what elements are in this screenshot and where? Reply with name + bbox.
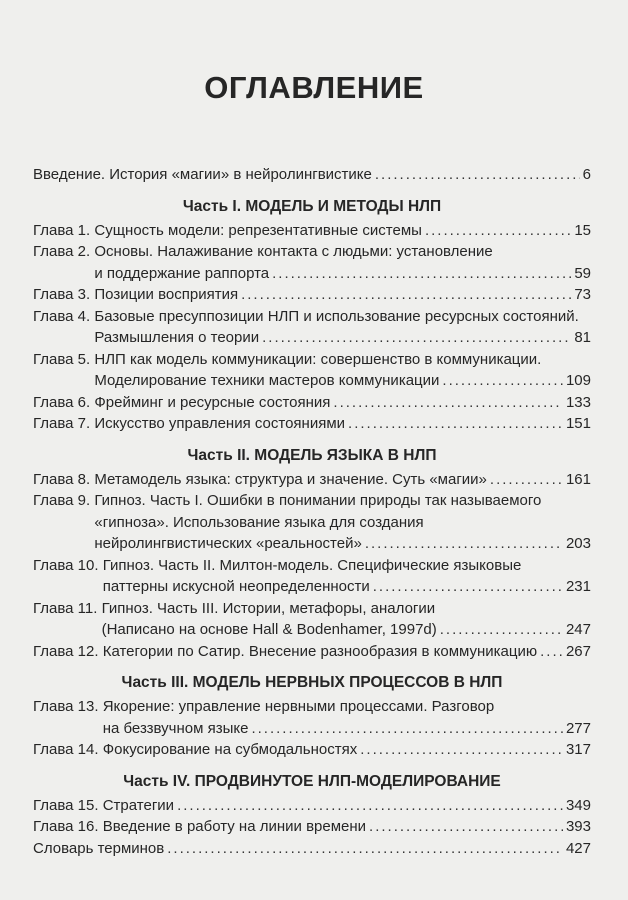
chapter-label: Глава 4. [33, 307, 95, 325]
page-number: 203 [565, 535, 591, 552]
entry-title-line: на беззвучном языке [102, 719, 249, 737]
entry-title-line: Фокусирование на субмодальностях [102, 741, 358, 758]
toc-entry[interactable] [33, 413, 591, 435]
chapter-label: Глава 16. [33, 818, 103, 835]
page-number: 73 [574, 286, 591, 303]
chapter-label: Глава 14. [33, 741, 103, 758]
entry-title-line: «гипноза». Использование языка для создания [94, 513, 424, 531]
dot-leader [369, 816, 563, 838]
part-heading: Часть IV. ПРОДВИНУТОЕ НЛП-МОДЕЛИРОВАНИЕ [123, 772, 501, 790]
toc-entry[interactable] [33, 795, 591, 817]
toc-section [33, 192, 591, 435]
dot-leader [272, 263, 571, 285]
page-number: 317 [565, 741, 591, 758]
dot-leader [360, 739, 563, 761]
chapter-label: Глава 13. [33, 698, 103, 715]
chapter-label: Глава 8. [33, 470, 95, 488]
dot-leader [440, 619, 563, 641]
chapter-label: Глава 6. [33, 393, 95, 411]
page-title: ОГЛАВЛЕНИЕ [204, 70, 424, 105]
page-number: 277 [565, 719, 591, 737]
chapter-label: Глава 15. [33, 796, 103, 814]
entry-title-line: и поддержание раппорта [94, 264, 270, 282]
table-of-contents [33, 164, 591, 865]
page-number: 151 [565, 415, 591, 432]
dot-leader [241, 284, 571, 306]
toc-entry[interactable] [33, 490, 591, 555]
part-heading: Часть II. МОДЕЛЬ ЯЗЫКА В НЛП [187, 446, 437, 464]
toc-section [33, 668, 591, 761]
entry-title-line: Якорение: управление нервными процессами. Разговор [102, 698, 495, 715]
toc-entry[interactable] [33, 598, 591, 641]
dot-leader [490, 469, 563, 491]
chapter-label: Глава 9. [33, 492, 95, 509]
page-number: 349 [565, 796, 591, 814]
page-number: 6 [582, 166, 591, 183]
page-number: 231 [565, 578, 591, 595]
entry-title-line: Стратегии [102, 796, 175, 814]
toc-entry[interactable] [33, 349, 591, 392]
toc-entry[interactable] [33, 164, 591, 186]
toc-entry[interactable] [33, 469, 591, 491]
toc-entry[interactable] [33, 696, 591, 739]
toc-entry[interactable] [33, 555, 591, 598]
dot-leader [373, 576, 563, 598]
page-number: 81 [574, 329, 591, 346]
chapter-label: Глава 5. [33, 350, 95, 368]
entry-title-line: Позиции восприятия [94, 286, 239, 303]
dot-leader [167, 838, 563, 860]
dot-leader [425, 220, 571, 242]
entry-title-line: Словарь терминов [33, 839, 165, 857]
chapter-label: Глава 1. [33, 221, 95, 239]
dot-leader [251, 718, 563, 740]
entry-title-line: нейролингвистических «реальностей» [94, 535, 362, 552]
entry-title-line: Размышления о теории [94, 329, 260, 346]
entry-title-line: Базовые пресуппозиции НЛП и использование ресурсных состояний. [94, 307, 579, 325]
entry-title-line: Фрейминг и ресурсные состояния [94, 393, 331, 411]
entry-title-line: НЛП как модель коммуникации: совершенство в коммуникации. [94, 350, 542, 368]
dot-leader [442, 370, 563, 392]
entry-title-line: паттерны искусной неопределенности [102, 578, 370, 595]
entry-title-line: Основы. Налаживание контакта с людьми: установление [94, 243, 493, 260]
page-number: 15 [574, 221, 591, 239]
chapter-label: Глава 10. [33, 556, 103, 574]
dot-leader [365, 533, 563, 555]
page-number: 267 [565, 642, 591, 660]
toc-entry[interactable] [33, 220, 591, 242]
dot-leader [333, 392, 563, 414]
toc-entry[interactable] [33, 816, 591, 838]
toc-entry[interactable] [33, 641, 591, 663]
toc-entry[interactable] [33, 838, 591, 860]
page-number: 59 [574, 264, 591, 282]
entry-title-line: Введение. История «магии» в нейролингвистике [33, 166, 372, 183]
entry-title-line: Гипноз. Часть I. Ошибки в понимании природы так называемого [94, 492, 542, 509]
entry-title-line: Гипноз. Часть II. Милтон-модель. Специфические языковые [102, 556, 522, 574]
entry-title-line: Категории по Сатир. Внесение разнообразия в коммуникацию [102, 642, 538, 660]
page-number: 109 [565, 372, 591, 389]
dot-leader [262, 327, 571, 349]
entry-title-line: Метамодель языка: структура и значение. Суть «магии» [94, 470, 487, 488]
dot-leader [348, 413, 563, 435]
toc-section [33, 441, 591, 663]
toc-entry[interactable] [33, 392, 591, 414]
page-number: 161 [565, 470, 591, 488]
chapter-label: Глава 3. [33, 286, 95, 303]
page-number: 427 [565, 839, 591, 857]
dot-leader [177, 795, 563, 817]
chapter-label: Глава 11. [33, 599, 102, 617]
toc-entry[interactable] [33, 739, 591, 761]
page-number: 393 [565, 818, 591, 835]
toc-section [33, 164, 591, 186]
entry-title-line: Сущность модели: репрезентативные системы [94, 221, 422, 239]
page-number: 247 [565, 621, 591, 638]
chapter-label: Глава 2. [33, 243, 95, 260]
dot-leader [375, 164, 580, 186]
toc-entry[interactable] [33, 241, 591, 284]
entry-title-line: Введение в работу на линии времени [102, 818, 367, 835]
dot-leader [540, 641, 563, 663]
entry-title-line: Гипноз. Часть III. Истории, метафоры, аналогии [101, 599, 436, 617]
page-number: 133 [565, 393, 591, 411]
part-heading: Часть III. МОДЕЛЬ НЕРВНЫХ ПРОЦЕССОВ В НЛП [121, 674, 503, 691]
toc-entry[interactable] [33, 306, 591, 349]
chapter-label: Глава 7. [33, 415, 95, 432]
entry-title-line: Моделирование техники мастеров коммуникации [94, 372, 440, 389]
toc-entry[interactable] [33, 284, 591, 306]
part-heading: Часть I. МОДЕЛЬ И МЕТОДЫ НЛП [182, 197, 442, 215]
entry-title-line: Искусство управления состояниями [94, 415, 346, 432]
entry-title-line: (Написано на основе Hall & Bodenhamer, 1997d) [101, 621, 437, 638]
chapter-label: Глава 12. [33, 642, 103, 660]
toc-section [33, 767, 591, 860]
